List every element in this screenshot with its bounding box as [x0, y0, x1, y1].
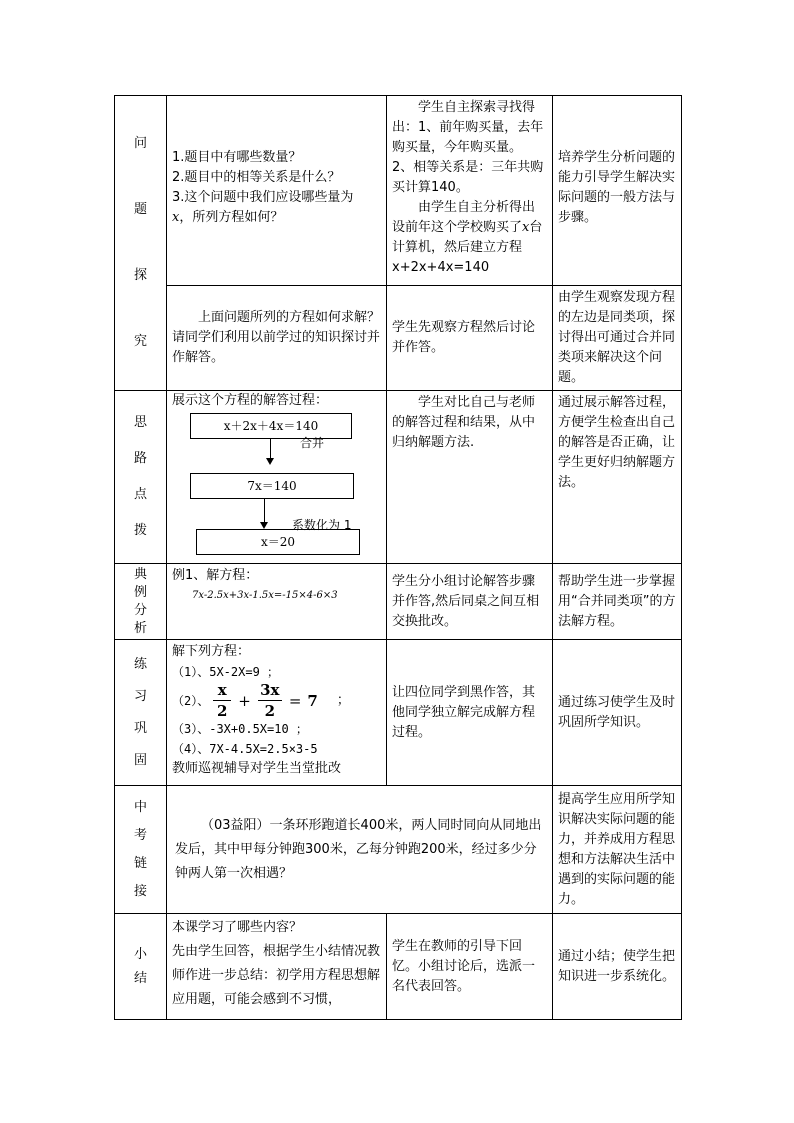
flow-label-2: 系数化为 1: [292, 518, 352, 532]
solution-flowchart: [172, 411, 381, 561]
student-activity-cell: [387, 286, 553, 391]
row-problem-inquiry-1: [115, 96, 682, 286]
flow-label-1: 合并: [300, 436, 325, 450]
purpose-cell: [553, 286, 682, 391]
student-activity-cell: [387, 96, 553, 286]
question-2: 2.题目中的相等关系是什么？: [172, 170, 341, 185]
purpose-text: 培养学生分析问题的能力引导学生解决实际问题的一般方法与步骤。: [558, 150, 676, 225]
content-cell: [167, 564, 387, 640]
fraction-1: [213, 682, 231, 719]
section-char: 练: [133, 656, 147, 672]
fraction-denominator: 2: [217, 702, 228, 720]
exercise-3: （3）、-3X+0.5X=10 ；: [172, 722, 308, 736]
content-cell: [167, 286, 387, 391]
student-text: 学生对比自己与老师的解答过程和结果，从中归纳解题方法.: [392, 395, 536, 450]
flow-arrow-line: [270, 438, 271, 460]
purpose-text: 由学生观察发现方程的左边是同类项，探讨得出可通过合并同类项来解决这个问题。: [558, 290, 676, 385]
variable-x: x: [522, 220, 530, 235]
section-char: 例: [133, 584, 147, 600]
row-example-analysis: [115, 564, 682, 640]
section-char: 中: [133, 799, 147, 815]
arrow-down-icon: [266, 458, 274, 465]
purpose-cell: [553, 391, 682, 564]
row-summary: [115, 914, 682, 1020]
exam-problem-text: （03益阳）一条环形跑道长400米，两人同时同向从同地出发后，其中甲每分钟跑300米，乙每分钟跑200米，经过多少分钟两人第一次相遇？: [175, 817, 542, 881]
lesson-plan-table: [114, 95, 682, 1020]
section-thinking-hint: [115, 391, 167, 564]
content-cell: [167, 96, 387, 286]
flow-box-1: x＋2x＋4x＝140: [190, 413, 352, 439]
purpose-text: 通过展示解答过程，方便学生检查出自己的解答是否正确，让学生更好归纳解题方法。: [558, 395, 676, 490]
fraction-denominator: 2: [264, 702, 276, 720]
student-activity-cell: [387, 391, 553, 564]
fraction-2: [258, 682, 282, 719]
section-exam-link: [115, 786, 167, 914]
fraction-numerator: x: [217, 681, 227, 699]
example-equation: 7x-2.5x+3x-1.5x=-15×4-6×3: [192, 590, 338, 601]
section-char: 问: [133, 136, 147, 151]
student-text: 学生自主探索寻找得出：1、前年购买量，去年购买量，今年购买量。: [392, 100, 544, 155]
purpose-cell: [553, 914, 682, 1020]
student-text: 由学生自主分析得出设前年这个学校购买了: [392, 200, 536, 235]
student-text: 学生分小组讨论解答步骤并作答,然后同桌之间互相交换批改。: [392, 573, 540, 629]
section-char: 考: [133, 827, 147, 843]
student-activity-cell: [387, 640, 553, 786]
question-1: 1.题目中有哪些数量？: [172, 150, 302, 165]
section-char: 拨: [133, 523, 147, 538]
section-char: 固: [133, 752, 147, 768]
purpose-cell: [553, 786, 682, 914]
purpose-cell: [553, 564, 682, 640]
summary-question: 本课学习了哪些内容？: [172, 920, 303, 935]
purpose-text: 帮助学生进一步掌握用“合并同类项”的方法解方程。: [558, 573, 676, 629]
row-practice: [115, 640, 682, 786]
question-3: [172, 188, 381, 228]
section-char: 点: [133, 487, 147, 502]
content-text: 上面问题所列的方程如何求解？请同学们利用以前学过的知识探讨并作解答。: [172, 310, 381, 365]
exercise-1: （1）、5X-2X=9 ；: [172, 665, 280, 679]
section-char: 究: [133, 334, 147, 349]
fraction-bar: [258, 700, 282, 701]
fraction-numerator: 3x: [260, 681, 280, 699]
row-thinking-hint: [115, 391, 682, 564]
section-char: 巩: [133, 720, 147, 736]
flow-box-3: x＝20: [196, 529, 360, 555]
section-char: 题: [133, 202, 147, 217]
equals-sign: =: [288, 691, 302, 710]
student-activity-cell: [387, 564, 553, 640]
student-text: 学生在教师的引导下回忆。小组讨论后，选派一名代表回答。: [392, 938, 536, 994]
section-example-analysis: [115, 564, 167, 640]
section-char: 典: [133, 566, 147, 582]
student-text: 台计算机，然后建立方程x+2x+4x=140: [392, 220, 543, 275]
section-char: 习: [133, 688, 147, 704]
section-char: 思: [133, 415, 147, 430]
content-title: 例1、解方程：: [172, 568, 259, 583]
exercise-2-label: （2）、: [172, 693, 210, 708]
section-char: 路: [133, 451, 147, 466]
section-problem-inquiry: [115, 96, 167, 391]
student-text: 2、相等关系是：三年共购买计算140。: [392, 160, 544, 195]
semicolon: ；: [336, 692, 350, 708]
content-cell: [167, 640, 387, 786]
content-title: 解下列方程：: [172, 644, 251, 659]
purpose-cell: [553, 96, 682, 286]
section-char: 链: [133, 855, 147, 871]
content-cell: [167, 914, 387, 1020]
flow-arrow-line: [264, 498, 265, 524]
exercise-2: [172, 682, 381, 719]
variable-x: x: [172, 210, 180, 225]
fraction-bar: [213, 700, 231, 701]
question-3-text: 3.这个问题中我们应设哪些量为: [172, 190, 354, 205]
section-char: 分: [133, 602, 147, 618]
content-cell: [167, 391, 387, 564]
purpose-cell: [553, 640, 682, 786]
row-exam-link: [115, 786, 682, 914]
student-activity-cell: [387, 914, 553, 1020]
plus-sign: +: [238, 691, 251, 710]
student-text: 学生先观察方程然后讨论并作答。: [392, 320, 536, 355]
arrow-down-icon: [260, 522, 268, 529]
flow-box-2: 7x＝140: [190, 473, 354, 499]
purpose-text: 提高学生应用所学知识解决实际问题的能力，并养成用方程思想和方法解决生活中遇到的实际问题的能力。: [558, 791, 676, 907]
question-3-tail: ，所列方程如何？: [179, 210, 284, 225]
student-text: 让四位同学到黑作答，其他同学独立解完成解方程过程。: [392, 684, 536, 740]
section-char: 结: [133, 970, 147, 986]
section-char: 接: [133, 883, 147, 899]
section-char: 探: [133, 268, 147, 283]
section-char: 小: [133, 946, 147, 962]
section-summary: [115, 914, 167, 1020]
rhs-value: 7: [307, 691, 318, 710]
exercise-4: （4）、7X-4.5X=2.5×3-5: [172, 742, 318, 756]
section-practice: [115, 640, 167, 786]
teacher-note: 教师巡视辅导对学生当堂批改: [172, 761, 342, 776]
summary-text: 先由学生回答，根据学生小结情况教师作进一步总结：初学用方程思想解应用题，可能会感到不习惯，: [172, 944, 381, 1007]
content-title: 展示这个方程的解答过程：: [172, 393, 329, 408]
purpose-text: 通过小结；使学生把知识进一步系统化。: [558, 948, 676, 984]
row-problem-inquiry-2: [115, 286, 682, 391]
section-char: 析: [133, 620, 147, 636]
purpose-text: 通过练习使学生及时巩固所学知识。: [558, 694, 676, 730]
exam-problem-cell: [167, 786, 553, 914]
